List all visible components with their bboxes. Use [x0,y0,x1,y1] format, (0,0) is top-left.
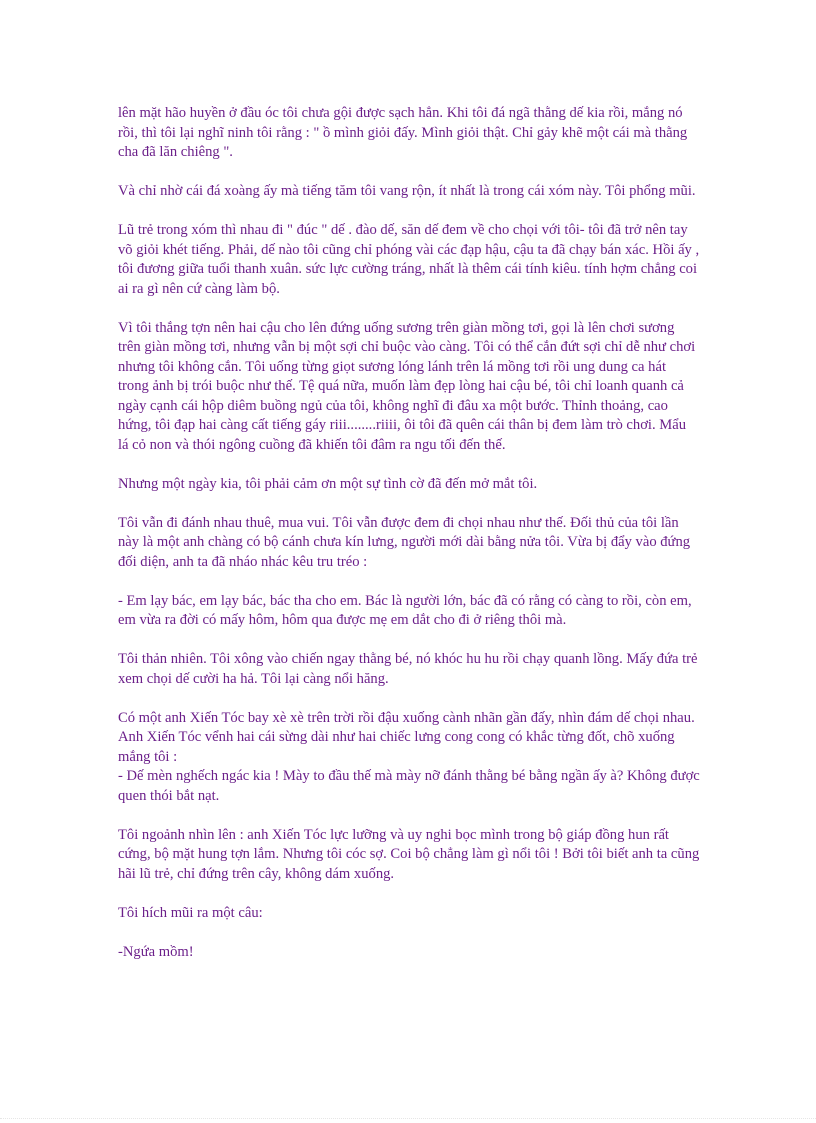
paragraph-2: Và chỉ nhờ cái đá xoàng ấy mà tiếng tăm tôi vang rộn, ít nhất là trong cái xóm này. Tôi phổng mũi. [118,183,696,199]
paragraph-5: Nhưng một ngày kia, tôi phải cảm ơn một sự tình cờ đã đến mở mắt tôi. [118,475,538,492]
paragraph-7: - Em lạy bác, em lạy bác, bác tha cho em. Bác là người lớn, bác đã có rằng có càng to rồi, còn em, em vừa ra đời có mấy hôm, hôm qua được mẹ em dắt cho đi ở riêng thôi mà. [118,592,692,628]
paragraph-10: Tôi ngoảnh nhìn lên : anh Xiến Tóc lực lưỡng và uy nghi bọc mình trong bộ giáp đồng hun rất cứng, bộ mặt hung tợn lắm. Nhưng tôi cóc sợ. Coi bộ chẳng làm gì nổi tôi ! Bởi tôi biết anh ta cũng hãi lũ trẻ, chỉ đứng trên cây, không dám xuống. [118,826,700,882]
page-bottom-divider [0,1118,816,1119]
document-body [118,104,700,982]
paragraph-8: Tôi thản nhiên. Tôi xông vào chiến ngay thằng bé, nó khóc hu hu rồi chạy quanh lồng. Mấy đứa trẻ xem chọi dế cười ha hả. Tôi lại càng nổi hăng. [118,651,698,687]
paragraph-9: Có một anh Xiến Tóc bay xè xè trên trời rồi đậu xuống cành nhãn gần đấy, nhìn đám dế chọi nhau. Anh Xiến Tóc vểnh hai cái sừng dài như hai chiếc lưng cong cong có khắc từng đốt, chõ xuống mắng tôi : - Dế mèn nghếch ngác kia ! Mày to đầu thế mà mày nỡ đánh thằng bé bằng ngần ấy à? Không được quen thói bắt nạt. [118,709,700,804]
paragraph-3: Lũ trẻ trong xóm thì nhau đi " đúc " dế . đào dế, săn dế đem về cho chọi với tôi- tôi đã trở nên tay võ giỏi khét tiếng. Phải, dế nào tôi cũng chỉ phóng vài các đạp hậu, cậu ta đã chạy bán xác. Hồi ấy , tôi đương giữa tuổi thanh xuân. sức lực cường tráng, nhất là thêm cái tính kiêu. tính hợm chẳng coi ai ra gì nên cứ càng làm bộ. [118,222,700,297]
paragraph-11: Tôi hích mũi ra một câu: [118,904,263,921]
paragraph-12: -Ngứa mồm! [118,943,194,960]
paragraph-6: Tôi vẫn đi đánh nhau thuê, mua vui. Tôi vẫn được đem đi chọi nhau như thế. Đối thủ của tôi lần này là một anh chàng có bộ cánh chưa kín lưng, người mới dài bằng nửa tôi. Vừa bị đẩy vào đứng đối diện, anh ta đã nháo nhác kêu tru tréo : [118,514,691,570]
paragraph-1: lên mặt hão huyền ở đầu óc tôi chưa gội được sạch hẳn. Khi tôi đá ngã thằng dế kia rồi, mắng nó rồi, thì tôi lại nghĩ ninh tôi rằng : " ồ mình giỏi đấy. Mình giỏi thật. Chỉ gảy khẽ một cái mà thằng cha đã lăn chiêng ". [118,105,688,160]
paragraph-4: Vì tôi thắng tợn nên hai cậu cho lên đứng uống sương trên giàn mồng tơi, gọi là lên chơi sương trên giàn mồng tơi, nhưng vẫn bị một sợi chỉ buộc vào càng. Tôi có thể cắn đứt sợi chỉ dễ như chơi nhưng tôi không cắn. Tôi uống từng giọt sương lóng lánh trên lá mồng tơi rồi ung dung ca hát trong ảnh bị trói buộc như thế. Tệ quá nữa, muốn làm đẹp lòng hai cậu bé, tôi chỉ loanh quanh cả ngày cạnh cái hộp diêm buồng ngủ của tôi, không nghĩ đi đâu xa một bước. Thỉnh thoảng, cao hứng, tôi đạp hai càng cất tiếng gáy riii........riiii, ôi tôi đã quên cái thân bị đem làm trò chơi. Mẩu lá cỏ non và thói ngông cuồng đã khiến tôi đâm ra ngu tối đến thế. [118,319,696,453]
